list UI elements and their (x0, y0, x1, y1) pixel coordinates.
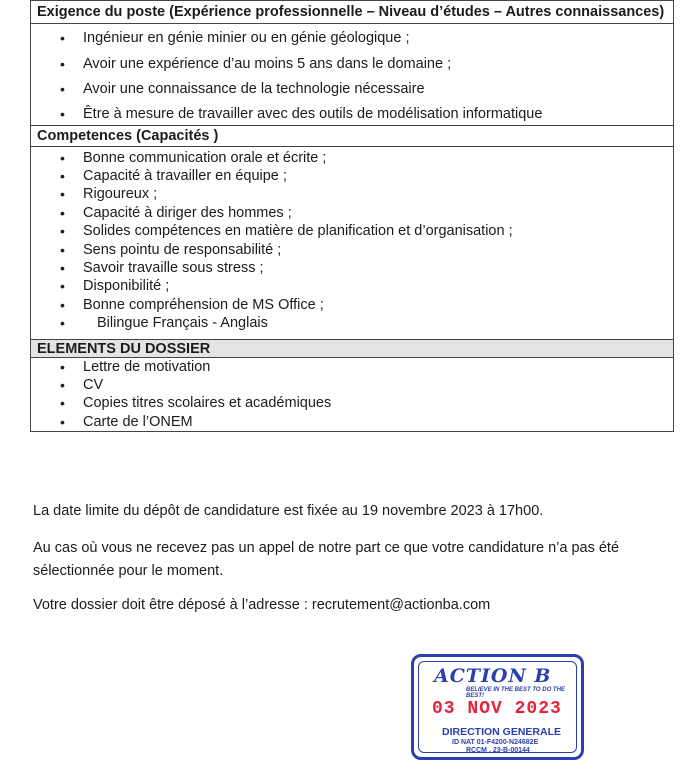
section-header-competences: Competences (Capacités ) (31, 125, 673, 147)
list-item: • Avoir une expérience d’au moins 5 ans dans le domaine ; (55, 52, 673, 78)
bullet-icon: • (60, 149, 65, 166)
bullet-icon: • (60, 296, 65, 313)
list-item: • Bilingue Français - Anglais (60, 315, 268, 332)
stamp-date: 03 NOV 2023 (432, 699, 562, 719)
company-stamp (411, 654, 584, 760)
bullet-icon: • (60, 413, 65, 430)
list-item: • Bonne compréhension de MS Office ; (60, 296, 324, 313)
list-item: • Rigoureux ; (60, 186, 158, 203)
list-item: • Carte de l’ONEM (60, 413, 193, 430)
bullet-icon: • (60, 105, 65, 122)
bullet-icon: • (60, 395, 65, 412)
list-item: • Capacité à travailler en équipe ; (60, 167, 287, 184)
list-item: • Capacité à diriger des hommes ; (60, 204, 292, 221)
bullet-icon: • (60, 204, 65, 221)
stamp-rccm: RCCM . 23-B-00144 (466, 747, 530, 754)
list-item: • Sens pointu de responsabilité ; (60, 241, 282, 258)
bullet-icon: • (60, 278, 65, 295)
requirements-table (30, 0, 674, 432)
section-header-exigence: Exigence du poste (Expérience professionnelle – Niveau d’études – Autres connaissances) (31, 0, 673, 24)
list-item: • Disponibilité ; (60, 278, 170, 295)
bullet-icon: • (60, 315, 65, 332)
competences-list (31, 147, 673, 339)
list-item: • Ingénieur en génie minier ou en génie géologique ; (55, 26, 673, 52)
bullet-icon: • (60, 259, 65, 276)
list-item: • Bonne communication orale et écrite ; (60, 149, 327, 166)
bullet-icon: • (60, 30, 65, 46)
stamp-id-nat: ID NAT 01-F4200-N24682E (452, 739, 539, 746)
stamp-department: DIRECTION GENERALE (442, 726, 562, 738)
bullet-icon: • (60, 241, 65, 258)
list-item: • CV (60, 376, 104, 393)
bullet-icon: • (60, 167, 65, 184)
bullet-icon: • (60, 223, 65, 240)
dossier-list (31, 358, 673, 432)
bullet-icon: • (60, 81, 65, 97)
deadline-paragraph: La date limite du dépôt de candidature est fixée au 19 novembre 2023 à 17h00. (33, 503, 544, 519)
bullet-icon: • (60, 358, 65, 375)
list-item: • Être à mesure de travailler avec des outils de modélisation informatique (55, 103, 673, 125)
list-item: • Savoir travaille sous stress ; (60, 259, 264, 276)
stamp-logo: ACTION B (434, 665, 552, 687)
stamp-motto: BELIEVE IN THE BEST TO DO THE BEST! (466, 687, 565, 699)
section-header-dossier: ELEMENTS DU DOSSIER (31, 339, 673, 358)
list-item: • Avoir une connaissance de la technologie nécessaire (55, 77, 673, 103)
list-item: • Solides compétences en matière de planification et d’organisation ; (60, 223, 513, 240)
address-paragraph: Votre dossier doit être déposé à l’adresse : recrutement@actionba.com (33, 597, 491, 613)
list-item: • Copies titres scolaires et académiques (60, 395, 332, 412)
bullet-icon: • (60, 55, 65, 72)
exigence-list (31, 24, 673, 125)
bullet-icon: • (60, 376, 65, 393)
list-item: • Lettre de motivation (60, 358, 211, 375)
bullet-icon: • (60, 186, 65, 203)
notice-paragraph: Au cas où vous ne recevez pas un appel de notre part ce que votre candidature n’a pas été sélectionnée pour le moment. (33, 540, 620, 579)
